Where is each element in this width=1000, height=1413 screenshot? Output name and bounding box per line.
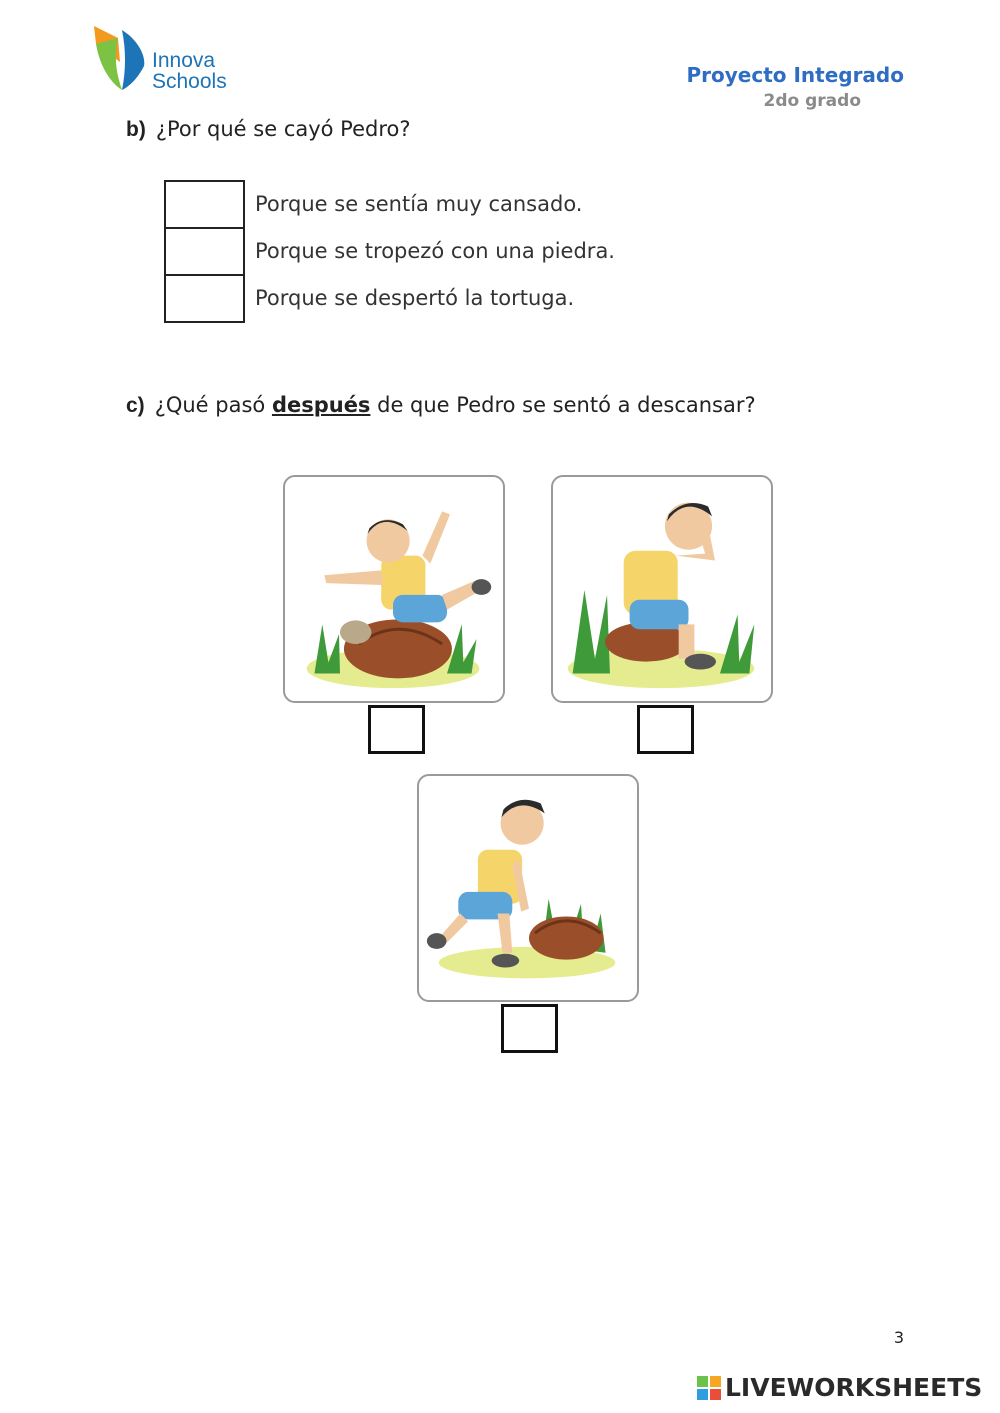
picture-boy-falling [283, 475, 505, 703]
option-1-label: Porque se sentía muy cansado. [255, 192, 583, 216]
question-b [126, 117, 411, 142]
logo-text-innova: Innova [152, 49, 216, 72]
logo-text-schools: Schools [152, 70, 227, 93]
option-1-checkbox[interactable] [164, 180, 245, 229]
option-3-label: Porque se despertó la tortuga. [255, 286, 575, 310]
header-subtitle: 2do grado [763, 91, 861, 111]
question-c-text-before: ¿Qué pasó [154, 393, 272, 417]
page-number: 3 [893, 1328, 904, 1347]
question-c-letter: c) [126, 394, 145, 417]
question-c-emphasis: después [271, 393, 371, 417]
question-c [126, 393, 756, 418]
option-2-label: Porque se tropezó con una piedra. [255, 239, 615, 263]
question-b-text: ¿Por qué se cayó Pedro? [155, 117, 411, 141]
liveworksheets-brand [697, 1373, 983, 1404]
option-2-checkbox[interactable] [164, 227, 245, 276]
innova-schools-logo [92, 22, 252, 94]
header-title: Proyecto Integrado [686, 63, 904, 87]
picture-boy-sitting [551, 475, 773, 703]
boy-falling-illustration [285, 477, 503, 701]
liveworksheets-logo-icon [697, 1376, 721, 1400]
picture-1-answer-box[interactable] [368, 705, 425, 754]
picture-2-answer-box[interactable] [637, 705, 694, 754]
boy-walking-illustration [419, 776, 637, 1000]
option-3-checkbox[interactable] [164, 274, 245, 323]
question-b-letter: b) [126, 118, 146, 141]
question-c-text-after: de que Pedro se sentó a descansar? [370, 393, 756, 417]
logo-mark-icon [92, 22, 148, 92]
picture-boy-walking [417, 774, 639, 1002]
boy-sitting-illustration [553, 477, 771, 701]
picture-3-answer-box[interactable] [501, 1004, 558, 1053]
liveworksheets-text: LIVEWORKSHEETS [725, 1373, 983, 1402]
